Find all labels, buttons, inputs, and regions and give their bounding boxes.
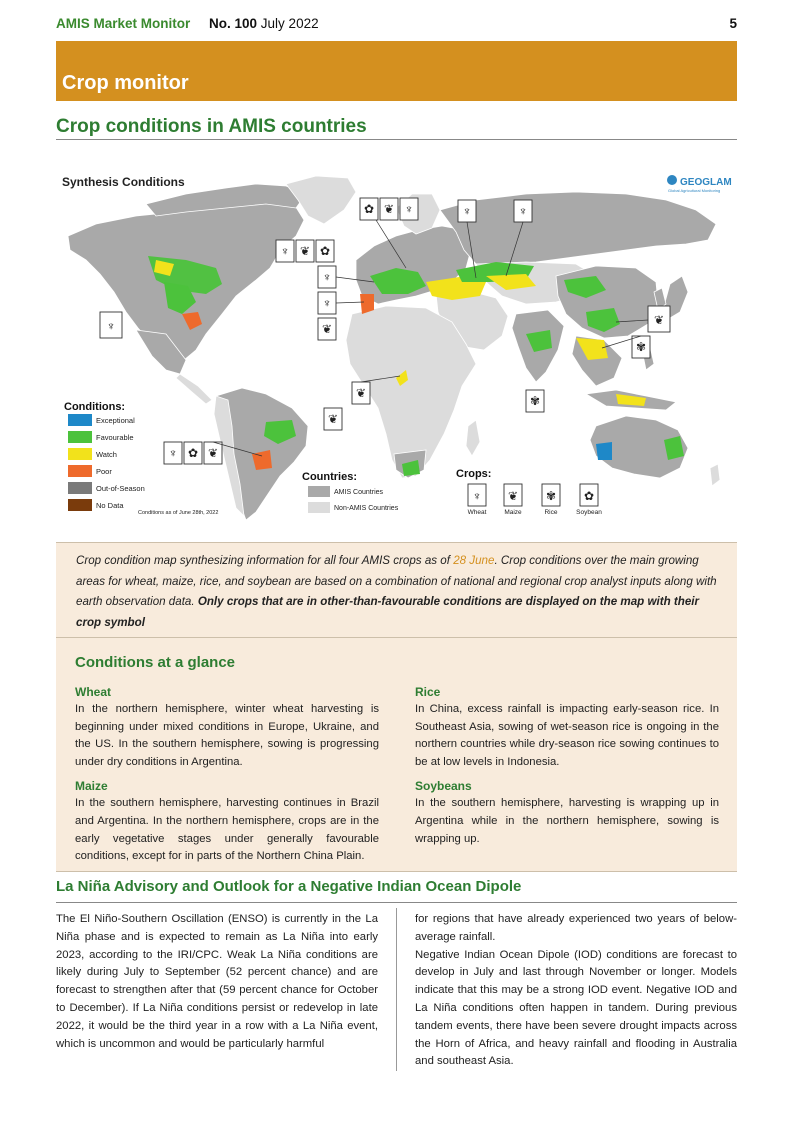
conditions-panel (56, 542, 737, 872)
conditions-legend-title: Conditions: (64, 401, 126, 413)
caption-part2: . Crop conditions over the main growing areas for wheat, maize, rice, and soybean are based on a combination of national and regional crop analyst inputs along with earth observation data. (76, 554, 717, 608)
lanina-rule (56, 902, 737, 903)
caption-date: 28 June (453, 554, 495, 567)
svg-text:✿: ✿ (187, 446, 199, 460)
legend-label-out-of-season: Out-of-Season (96, 484, 145, 493)
map-title: Synthesis Conditions (62, 175, 185, 189)
lanina-column-1: The El Niño-Southern Oscillation (ENSO) is currently in the La Niña phase and is expected to remain as La Niña into early 2023, according to the IRI/CPC. Weak La Niña conditions are likely during July to September (52 percent chance) and are forecast to strengthen after that (59 percent chance for October to December). If La Niña conditions persist or redevelop in late 2022, it would be the third year in a row with a La Niña event, which is uncommon and would be particularly harmful (56, 913, 378, 1050)
svg-text:✿: ✿ (363, 202, 375, 216)
page-header (56, 16, 737, 36)
svg-text:❦: ❦ (653, 313, 665, 327)
caption-divider (56, 637, 737, 638)
glance-right-column (415, 684, 719, 855)
svg-text:♆: ♆ (168, 446, 178, 460)
crops-legend-title: Crops: (456, 468, 492, 480)
soybeans-heading: Soybeans (415, 779, 472, 794)
svg-text:♆: ♆ (518, 204, 528, 218)
column-divider (396, 908, 397, 1071)
crop-label-maize: Maize (504, 509, 522, 516)
legend-label-exceptional: Exceptional (96, 416, 135, 425)
svg-text:❦: ❦ (207, 446, 219, 460)
madagascar (466, 420, 480, 456)
rice-text: In China, excess rainfall is impacting early-season rice. In Southeast Asia, sowing of wet-season rice is ongoing in the northern countries while dry-season rice sowing continues to be at low levels in Indonesia. (415, 703, 719, 768)
soybeans-text: In the southern hemisphere, harvesting is wrapping up in Argentina while in the northern hemisphere, sowing is wrapping up. (415, 797, 719, 845)
svg-text:♆: ♆ (322, 296, 332, 310)
issue-info (209, 16, 319, 31)
rice-icon: ✾ (545, 489, 557, 503)
wheat-text: In the northern hemisphere, winter wheat harvesting is beginning under mixed conditions in Europe, Ukraine, and the US. In the southern hemisphere, sowing is progressing under dry conditions in Argentina. (75, 703, 379, 768)
crop-label-soybean: Soybean (576, 509, 602, 516)
caption-part1: Crop condition map synthesizing information for all four AMIS crops as of (76, 554, 454, 567)
central-america (176, 374, 212, 404)
svg-text:❦: ❦ (299, 244, 311, 258)
svg-text:♆: ♆ (404, 202, 414, 216)
geoglam-logo (667, 175, 732, 193)
rice-heading: Rice (415, 685, 441, 699)
svg-text:♆: ♆ (106, 319, 116, 333)
svg-text:♆: ♆ (462, 204, 472, 218)
legend-swatch-favourable (68, 431, 92, 443)
logo-subtext: Global Agricultural Monitoring (668, 188, 721, 193)
maize-text: In the southern hemisphere, harvesting continues in Brazil and Argentina. In the northern hemisphere, crops are in the early vegetative stages under generally favourable conditions, except for in parts of the Northern China Plain. (75, 797, 379, 863)
legend-label-amis-countries: AMIS Countries (334, 489, 384, 496)
world-map (56, 164, 737, 524)
legend-label-watch: Watch (96, 450, 117, 459)
legend-swatch-non-amis-countries (308, 502, 330, 513)
logo-text: GEOGLAM (680, 177, 732, 188)
new-zealand (710, 464, 720, 486)
maize-icon: ❦ (507, 489, 519, 503)
crops-legend (468, 484, 598, 506)
publication-name: AMIS Market Monitor (56, 16, 191, 31)
lanina-col2-para2: Negative Indian Ocean Dipole (IOD) conditions are forecast to develop in July and last through November or longer. Models indicate that this may be a strong IOD event. Negative IOD and La Niña conditions often happen in tandem. During previous tandem events, there have been severe drought impacts across the Horn of Africa, and heavy rainfall and flooding in Australia and southeast Asia. (415, 948, 737, 1068)
page-number: 5 (729, 16, 737, 31)
conditions-date-note: Conditions as of June 28th, 2022 (138, 510, 219, 516)
issue-date: July 2022 (260, 16, 319, 31)
legend-label-favourable: Favourable (96, 433, 134, 442)
lanina-col2-para1: for regions that have already experienced two years of below-average rainfall. (415, 913, 737, 943)
lanina-title: La Niña Advisory and Outlook for a Negative Indian Ocean Dipole (56, 878, 522, 895)
legend-label-non-amis-countries: Non-AMIS Countries (334, 505, 399, 512)
crop-label-rice: Rice (544, 509, 558, 516)
russia (440, 192, 716, 264)
wheat-icon: ♆ (472, 489, 482, 503)
legend-swatch-out-of-season (68, 482, 92, 494)
svg-text:✾: ✾ (529, 394, 541, 408)
svg-text:✾: ✾ (635, 340, 647, 354)
legend-label-no-data: No Data (96, 501, 124, 510)
legend-swatch-watch (68, 448, 92, 460)
svg-text:♆: ♆ (280, 244, 290, 258)
wheat-heading: Wheat (75, 685, 111, 699)
legend-swatch-poor (68, 465, 92, 477)
svg-text:♆: ♆ (322, 270, 332, 284)
soybean-icon: ✿ (583, 489, 595, 503)
section-rule (56, 139, 737, 140)
legend-label-poor: Poor (96, 467, 112, 476)
issue-number: No. 100 (209, 16, 258, 31)
legend-swatch-no-data (68, 499, 92, 511)
svg-text:❦: ❦ (327, 412, 339, 426)
maize-heading: Maize (75, 779, 108, 794)
legend-swatch-exceptional (68, 414, 92, 426)
svg-text:❦: ❦ (321, 322, 333, 336)
glance-left-column (75, 684, 379, 873)
caption-bold: Only crops that are in other-than-favourable conditions are displayed on the map with their crop symbol (76, 595, 700, 629)
map-caption (76, 551, 718, 633)
conditions-legend (68, 414, 145, 511)
svg-text:✿: ✿ (319, 244, 331, 258)
legend-swatch-amis-countries (308, 486, 330, 497)
glance-title: Conditions at a glance (75, 654, 236, 671)
crop-label-wheat: Wheat (467, 509, 487, 516)
svg-text:❦: ❦ (355, 386, 367, 400)
countries-legend-title: Countries: (302, 471, 357, 483)
synthesis-map (56, 164, 737, 524)
banner-title: Crop monitor (62, 72, 189, 94)
svg-text:❦: ❦ (383, 202, 395, 216)
section-banner (56, 41, 737, 101)
lanina-column-2 (415, 911, 737, 1071)
section-title: Crop conditions in AMIS countries (56, 116, 367, 137)
